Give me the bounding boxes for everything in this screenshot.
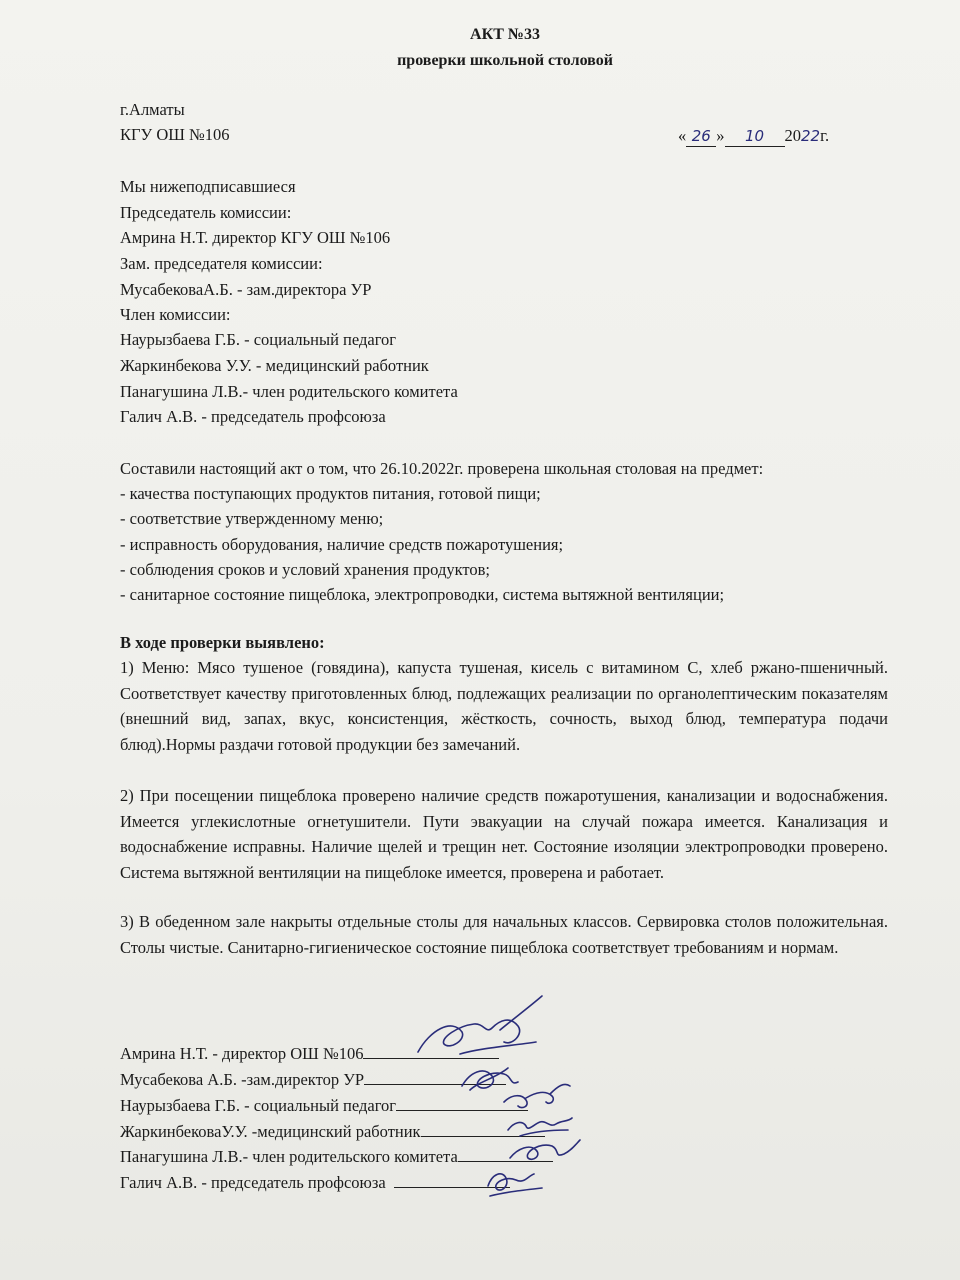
finding-1: 1) Меню: Мясо тушеное (говядина), капуста тушеная, кисель с витамином С, хлеб ржано-пшеничный. Соответствует качеству приготовленных блюд, подлежащих реализации по органолептическим показателям (внешний вид, запах, вкус, консистенция, жёсткость, сочность, выход блюд, температура подачи блюд).Нормы раздачи готовой продукции без замечаний. (120, 658, 888, 754)
signature-naurizbaeva (504, 1084, 570, 1107)
signature-panagushina (510, 1140, 580, 1159)
check-item: - качества поступающих продуктов питания, готовой пищи; (120, 484, 541, 503)
commission-line: Член комиссии: (120, 305, 231, 324)
signature-zharkinbekova (508, 1118, 572, 1136)
date-month: 10 (744, 127, 765, 145)
date-quote-close: » (716, 126, 725, 145)
signature-musabekova (462, 1068, 518, 1090)
act-date (678, 126, 829, 147)
commission-line: Председатель комиссии: (120, 203, 292, 222)
signatory-name: Амрина Н.Т. - директор ОШ №106 (120, 1044, 364, 1063)
check-item: - соблюдения сроков и условий хранения продуктов; (120, 560, 491, 579)
signatory-name: ЖаркинбековаУ.У. -медицинский работник (120, 1122, 421, 1141)
organization: КГУ ОШ №106 (120, 125, 230, 144)
commission-line: Зам. председателя комиссии: (120, 254, 323, 273)
commission-line: Наурызбаева Г.Б. - социальный педагог (120, 330, 397, 349)
finding-3: 3) В обеденном зале накрыты отдельные столы для начальных классов. Сервировка столов положительная. Столы чистые. Санитарно-гигиеническое состояние пищеблока соответствует требованиям и нормам. (120, 912, 888, 957)
document-title: АКТ №33 (470, 26, 540, 43)
handwritten-signatures (400, 990, 640, 1210)
date-quote-open: « (678, 126, 687, 145)
signatory-name: Мусабекова А.Б. -зам.директор УР (120, 1070, 365, 1089)
date-year-end: г. (820, 126, 830, 145)
commission-line: Галич А.В. - председатель профсоюза (120, 407, 386, 426)
date-day: 26 (691, 127, 711, 145)
date-year-prefix: 20 (784, 126, 801, 145)
document-subtitle: проверки школьной столовой (397, 52, 613, 69)
check-item: - санитарное состояние пищеблока, электропроводки, система вытяжной вентиляции; (120, 585, 725, 604)
findings-heading: В ходе проверки выявлено: (120, 633, 325, 652)
signatory-name: Наурызбаева Г.Б. - социальный педагог (120, 1096, 397, 1115)
commission-line: Жаркинбекова У.У. - медицинский работник (120, 356, 429, 375)
commission-line: Амрина Н.Т. директор КГУ ОШ №106 (120, 228, 391, 247)
commission-line: Панагушина Л.В.- член родительского комитета (120, 382, 458, 401)
signature-galich (488, 1174, 542, 1196)
signature-amrina (418, 996, 542, 1054)
statement: Составили настоящий акт о том, что 26.10.2022г. проверена школьная столовая на предмет: (120, 459, 764, 478)
signatory-name: Галич А.В. - председатель профсоюза (120, 1173, 386, 1192)
check-item: - соответствие утвержденному меню; (120, 509, 384, 528)
check-item: - исправность оборудования, наличие средств пожаротушения; (120, 535, 564, 554)
signatory-name: Панагушина Л.В.- член родительского комитета (120, 1147, 458, 1166)
date-year-suffix: 22 (801, 127, 821, 145)
finding-2: 2) При посещении пищеблока проверено наличие средств пожаротушения, канализации и водоснабжения. Имеется углекислотные огнетушители. Пути эвакуации на случай пожара имеется. Канализация и водоснабжение исправны. Наличие щелей и трещин нет. Состояние изоляции электропроводки проверено. Система вытяжной вентиляции на пищеблоке имеется, проверена и работает. (120, 786, 888, 882)
commission-line: МусабековаА.Б. - зам.директора УР (120, 280, 372, 299)
intro-line: Мы нижеподписавшиеся (120, 177, 296, 196)
city: г.Алматы (120, 100, 185, 119)
